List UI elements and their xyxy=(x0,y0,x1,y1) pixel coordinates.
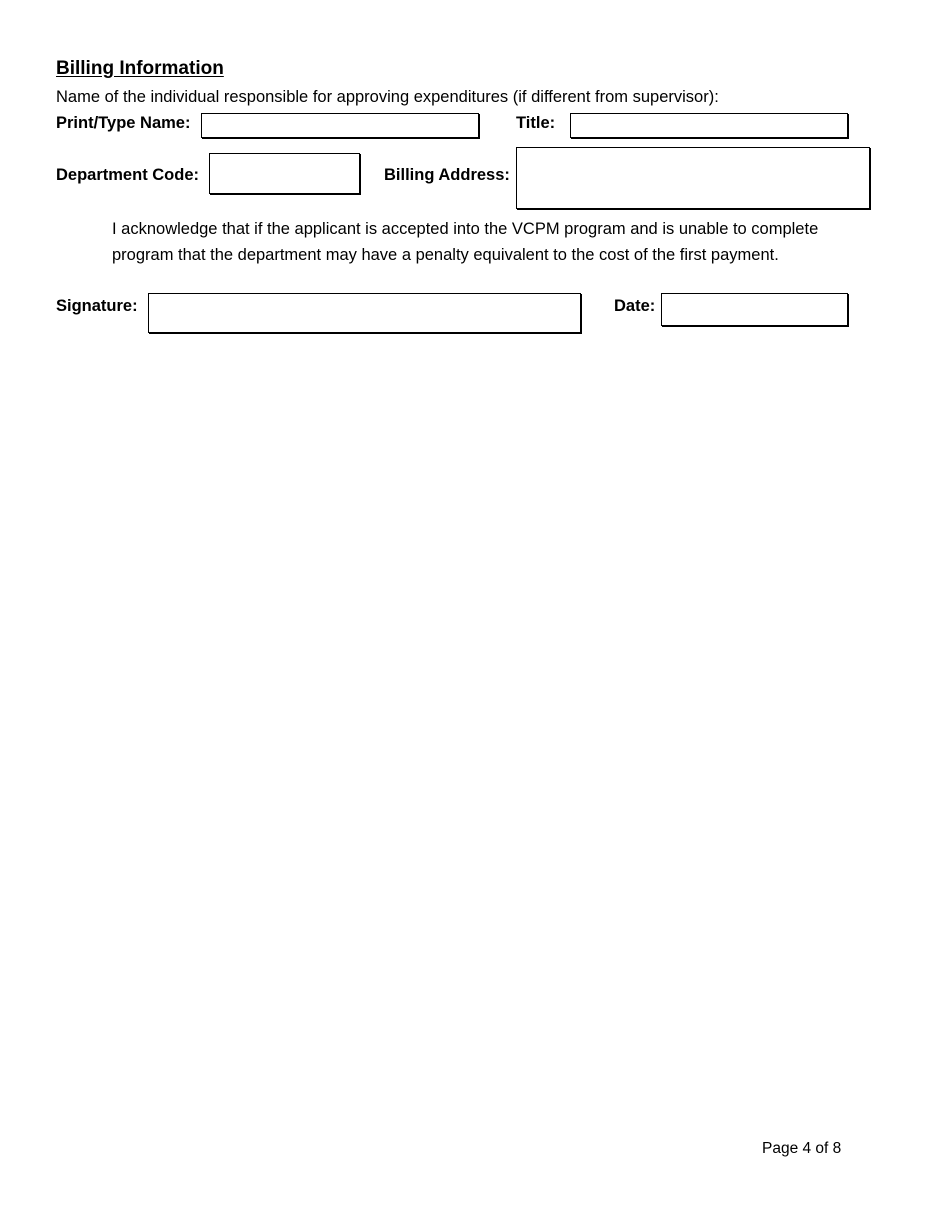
billing-address-label: Billing Address: xyxy=(384,166,510,184)
billing-address-field[interactable] xyxy=(516,147,870,209)
department-code-label: Department Code: xyxy=(56,166,200,184)
print-name-label: Print/Type Name: xyxy=(56,114,191,132)
signature-field[interactable] xyxy=(148,293,581,333)
department-code-field[interactable] xyxy=(209,153,360,194)
title-field[interactable] xyxy=(570,113,848,138)
title-label: Title: xyxy=(516,114,556,132)
section-heading: Billing Information xyxy=(56,58,224,79)
date-field[interactable] xyxy=(661,293,848,326)
signature-label: Signature: xyxy=(56,297,138,315)
date-label: Date: xyxy=(614,297,656,315)
page-number: Page 4 of 8 xyxy=(762,1140,842,1157)
acknowledgement-text: I acknowledge that if the applicant is accepted into the VCPM program and is unable to complete program that the department may have a penalty equivalent to the cost of the first payment. xyxy=(112,220,819,264)
print-name-field[interactable] xyxy=(201,113,479,138)
section-intro: Name of the individual responsible for approving expenditures (if different from supervisor): xyxy=(56,88,719,106)
